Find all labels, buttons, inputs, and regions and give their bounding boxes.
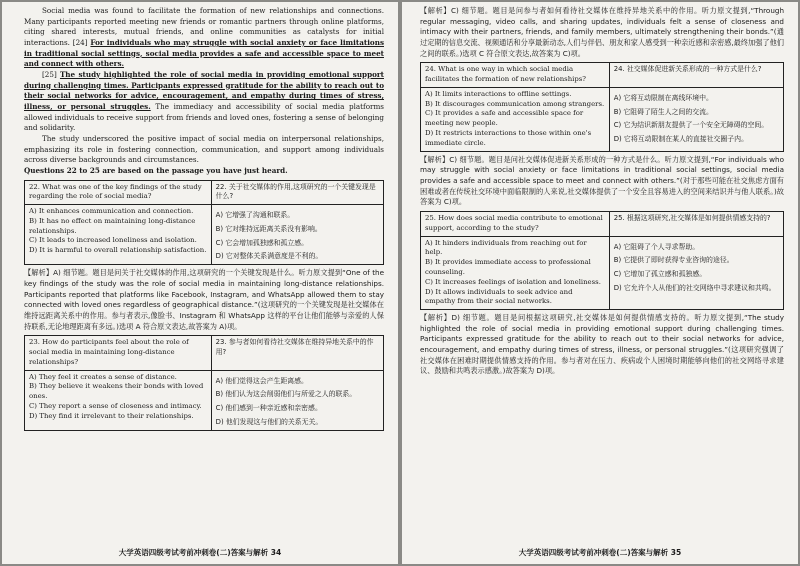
option-a-zh: A) 它增强了沟通和联系。 [215, 211, 295, 220]
question-24-options [421, 87, 610, 151]
explanation-25: 【解析】D) 细节题。题目是问根据这项研究,社交媒体是如何提供情感支持的。听力原文提到,“The study highlighted the role of social media in providing emotional support during challenging times. Participants expressed gratitude for the ability to reach out to their social networks for advice, encouragement, and empathy during times of stress, illness, or personal struggles.”(这项研究强调了社交媒体在困难时期提供情感支持的作用。参与者对在压力、疾病或个人困境时期能够向他们的社交网络寻求建议、鼓励和共鸣表示感激。)故答案为 D)项。 [420, 313, 784, 376]
option-c: C) It provides a safe and accessible space for meeting new people. [425, 109, 584, 128]
option-b: B) They believe it weakens their bonds with loved ones. [29, 382, 204, 401]
questions-instructions: Questions 22 to 25 are based on the passage you have just heard. [24, 165, 288, 175]
marker-24: [24] [72, 37, 88, 47]
option-d-zh: D) 它允许个人从他们的社交网络中寻求建议和共鸣。 [613, 283, 776, 292]
page-footer-34: 大学英语四级考试考前冲刺卷(二)答案与解析 34 [118, 548, 282, 557]
option-d: D) They find it irrelevant to their relationships. [29, 411, 194, 420]
question-22-options [25, 205, 212, 265]
question-25-options [421, 236, 610, 310]
option-c: C) It leads to increased loneliness and isolation. [29, 236, 197, 245]
option-b-zh: B) 他们认为这会削弱他们与所爱之人的联系。 [215, 390, 357, 399]
option-a: A) It hinders individuals from reaching out for help. [425, 238, 587, 257]
underlined-answer-24: For individuals who may struggle with social anxiety or face limitations in traditional social settings, social media provides a safe and accessible space to meet and connect with others. [24, 37, 384, 69]
option-b: B) It discourages communication among strangers. [425, 99, 605, 108]
page-footer-35: 大学英语四级考试考前冲刺卷(二)答案与解析 35 [518, 548, 682, 557]
right-page [402, 2, 798, 564]
option-a-zh: A) 它将互动限制在离线环境中。 [613, 93, 713, 102]
question-24-text-zh: 24. 社交媒体促进新关系形成的一种方式是什么? [609, 63, 783, 88]
question-23-options-zh [211, 370, 383, 430]
passage-paragraph-3: The study underscored the positive impact of social media on interpersonal relationships, emphasizing its role in fostering connection, communication, and support among individuals across diverse backgrounds and circumstances. [24, 133, 384, 165]
question-table-22 [24, 180, 384, 266]
question-25-text-zh: 25. 根据这项研究,社交媒体是如何提供情感支持的? [609, 211, 783, 236]
option-d-zh: D) 它将互动限制在某人的直接社交圈子内。 [613, 135, 748, 144]
option-d: D) It restricts interactions to those within one's immediate circle. [425, 129, 592, 147]
left-page [2, 2, 398, 564]
question-22-text: 22. What was one of the key findings of the study regarding the role of social media? [25, 180, 212, 205]
explanation-22: 【解析】A) 细节题。题目是问关于社交媒体的作用,这项研究的一个关键发现是什么。听力原文提到“One of the key findings of the study was the role of social media in maintaining long-distance relationships. Participants reported that platforms like Facebook, Instagram, and WhatsApp allowed them to stay connected with loved ones regardless of geographical distance.”(这项研究的一个关键发现是社交媒体在维持远距离关系中的作用。参与者表示,像脸书、Instagram 和 WhatsApp 这样的平台让他们能够与亲爱的人保持联系,无论地理距离有多远。)选项 A 符合原文表达,故答案为 A)项。 [24, 268, 384, 331]
option-b: B) It provides immediate access to professional counseling. [425, 258, 591, 276]
option-d: D) It is harmful to overall relationship satisfaction. [29, 246, 207, 255]
question-25-text: 25. How does social media contribute to emotional support, according to the study? [421, 211, 610, 236]
option-c: C) It increases feelings of isolation and loneliness. [425, 277, 601, 286]
question-22-text-zh: 22. 关于社交媒体的作用,这项研究的一个关键发现是什么? [211, 180, 383, 205]
option-b: B) It has no effect on maintaining long-distance relationships. [29, 216, 196, 235]
question-23-options [25, 370, 212, 430]
question-25-options-zh [609, 236, 783, 310]
question-24-options-zh [609, 87, 783, 151]
question-table-23 [24, 335, 384, 431]
passage-text: The immediacy and accessibility of social media platforms allowed individuals to receive support from friends and loved ones, fostering a sense of belonging and solidarity. [24, 101, 384, 133]
question-23-text: 23. How do participants feel about the role of social media in maintaining long-distance relationships? [25, 336, 212, 370]
option-b-zh: B) 它提供了即时获得专业咨询的途径。 [613, 256, 734, 265]
passage-paragraph-1 [24, 6, 384, 70]
option-a-zh: A) 它阻碍了个人寻求帮助。 [613, 242, 700, 251]
option-a-zh: A) 他们觉得这会产生距离感。 [215, 376, 308, 385]
explanation-23: 【解析】C) 细节题。题目是问参与者如何看待社交媒体在维持异地关系中的作用。听力原文提到,“Through regular messaging, video calls, and sharing updates, individuals felt a sense of closeness and intimacy with their partners, friends, and family members, ultimately strengthening their bonds.”(通过定期的信息交流、视频通话和分享最新动态,人们与伴侣、朋友和家人感受到一种亲近感和亲密感,最终加强了他们之间的联系。)选项 C 符合原文表达,故答案为 C)项。 [420, 6, 784, 58]
option-a: A) It enhances communication and connection. [29, 207, 194, 216]
question-24-text: 24. What is one way in which social media facilitates the formation of new relationships? [421, 63, 610, 88]
option-c-zh: C) 他们感到一种亲近感和亲密感。 [215, 404, 322, 413]
question-table-25 [420, 211, 784, 310]
option-b-zh: B) 它对维持远距离关系没有影响。 [215, 224, 322, 233]
marker-25: [25] [42, 69, 57, 79]
question-23-text-zh: 23. 参与者如何看待社交媒体在维持异地关系中的作用? [211, 336, 383, 370]
option-c-zh: C) 它为结识新朋友提供了一个安全无障碍的空间。 [613, 121, 769, 130]
option-a: A) They feel it creates a sense of distance. [29, 372, 177, 381]
option-d-zh: D) 它对整体关系满意度是不利的。 [215, 252, 323, 261]
option-d-zh: D) 他们发现这与他们的关系无关。 [215, 418, 323, 426]
underlined-answer-25: The study highlighted the role of social media in providing emotional support during challenging times. Participants expressed gratitude for the ability to reach out to their social networks for advice, encouragement, and empathy during times of stress, illness, or personal struggles. [24, 69, 384, 111]
option-c-zh: C) 它会增加孤独感和孤立感。 [215, 238, 309, 247]
option-b-zh: B) 它阻碍了陌生人之间的交流。 [613, 107, 713, 116]
passage-text: Social media was found to facilitate the formation of new relationships and connections. Many participants reported meeting new friends or romantic partners through online platforms, citing shared interests, mutual friends, and online communities as catalysts for initial interactions. [24, 6, 384, 47]
option-c: C) They report a sense of closeness and intimacy. [29, 402, 202, 410]
option-c-zh: C) 它增加了孤立感和孤独感。 [613, 270, 707, 279]
question-22-options-zh [211, 205, 383, 265]
passage-paragraph-2 [24, 70, 384, 134]
option-a: A) It limits interactions to offline settings. [425, 89, 572, 98]
explanation-24: 【解析】C) 细节题。题目是问社交媒体促进新关系形成的一种方式是什么。听力原文提到,“For individuals who may struggle with social anxiety or face limitations in traditional social settings, social media provides a safe and accessible space to meet and connect with others.”(对于那些可能在社交焦虑方面有困难或者在传统社交环境中面临限制的人来说,社交媒体提供了一个安全且容易进入的空间来结识并与他人联系。)故答案为 C)项。 [420, 154, 784, 207]
option-d: D) It allows individuals to seek advice and empathy from their social networks. [425, 287, 573, 306]
question-table-24 [420, 62, 784, 151]
